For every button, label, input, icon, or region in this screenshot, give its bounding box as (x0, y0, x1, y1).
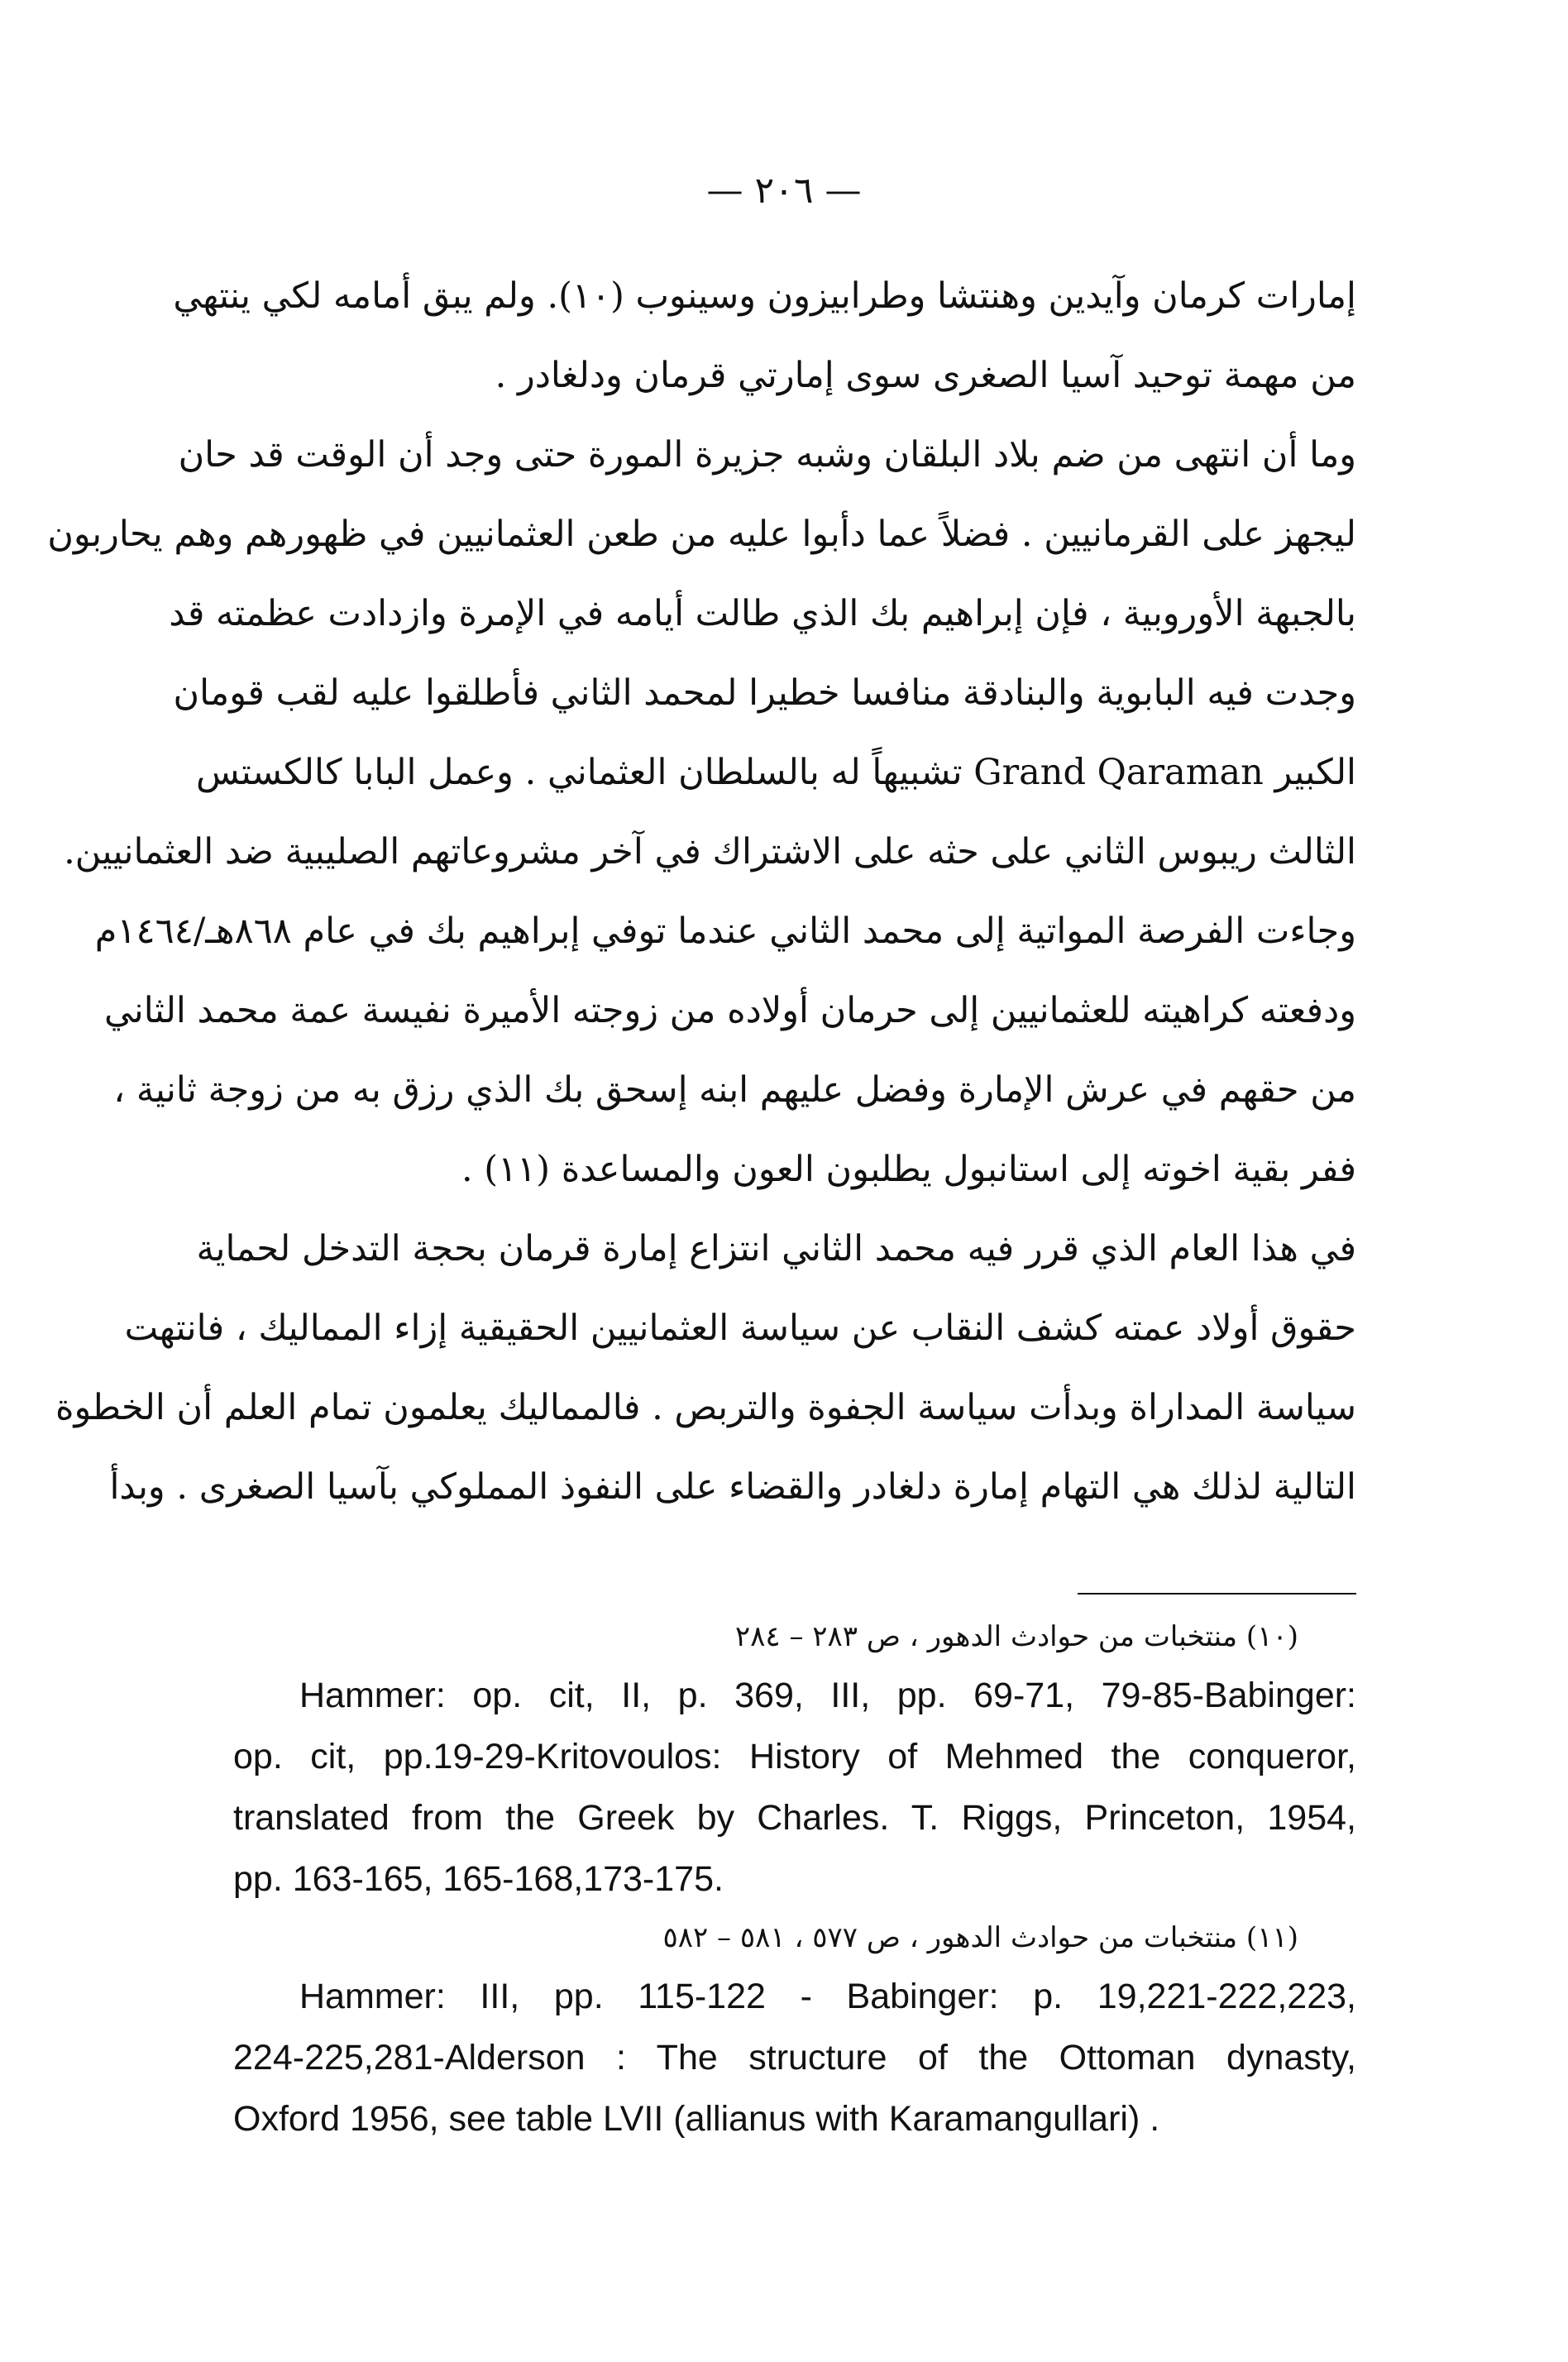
text-line: بالجبهة الأوروبية ، فإن إبراهيم بك الذي طالت أيامه في الإمرة وازدادت عظمته قد (169, 593, 1356, 634)
text-line: إمارات كرمان وآيدين وهنتشا وطرابيزون وسينوب (١٠). ولم يبق أمامه لكي ينتهي (173, 275, 1356, 317)
text-line: ليجهز على القرمانيين . فضلاً عما دأبوا عليه من طعن العثمانيين في ظهورهم وهم يحاربون (47, 514, 1356, 555)
footnote-arabic-citation: (١٠) منتخبات من حوادث الدهور ، ص ٢٨٣ – ٢٨٤ (734, 1620, 1298, 1653)
footnote-line: translated from the Greek by Charles. T. Riggs, Princeton, 1954, (233, 1798, 1356, 1838)
page-number: — ٢٠٦ — (706, 170, 862, 212)
footnote-line: Hammer: op. cit, II, p. 369, III, pp. 69-71, 79-85-Babinger: (299, 1676, 1356, 1715)
footnote-11 (233, 1910, 1356, 2149)
footnote-arabic-citation: (١١) منتخبات من حوادث الدهور ، ص ٥٧٧ ، ٥٨١ – ٥٨٢ (662, 1921, 1298, 1954)
text-line: وجدت فيه البابوية والبنادقة منافسا خطيرا لمحمد الثاني فأطلقوا عليه لقب قومان (173, 672, 1356, 714)
footnotes (233, 1609, 1356, 2149)
text-line: ودفعته كراهيته للعثمانيين إلى حرمان أولاده من زوجته الأميرة نفيسة عمة محمد الثاني (103, 990, 1356, 1031)
footnote-10 (233, 1609, 1356, 1910)
footnote-divider (1078, 1593, 1356, 1595)
text-line: الثالث ريبوس الثاني على حثه على الاشتراك في آخر مشروعاتهم الصليبية ضد العثمانيين. (64, 831, 1356, 873)
text-line: حقوق أولاد عمته كشف النقاب عن سياسة العثمانيين الحقيقية إزاء المماليك ، فانتهت (124, 1308, 1356, 1349)
footnote-line: Hammer: III, pp. 115-122 - Babinger: p. 19,221-222,223, (299, 1977, 1356, 2016)
footnote-line: pp. 163-165, 165-168,173-175. (233, 1859, 724, 1899)
footnote-english-citation (233, 1665, 1356, 1910)
main-text (47, 256, 1356, 1527)
text-line: وجاءت الفرصة المواتية إلى محمد الثاني عندما توفي إبراهيم بك في عام ٨٦٨هـ/١٤٦٤م (94, 911, 1356, 952)
text-line: من حقهم في عرش الإمارة وفضل عليهم ابنه إسحق بك الذي رزق به من زوجة ثانية ، (113, 1069, 1356, 1111)
footnote-english-citation (233, 1966, 1356, 2149)
text-line: ففر بقية اخوته إلى استانبول يطلبون العون والمساعدة (١١) . (461, 1149, 1356, 1190)
text-line: في هذا العام الذي قرر فيه محمد الثاني انتزاع إمارة قرمان بحجة التدخل لحماية (196, 1228, 1356, 1269)
footnote-line: op. cit, pp.19-29-Kritovoulos: History of Mehmed the conqueror, (233, 1737, 1356, 1776)
text-line: التالية لذلك هي التهام إمارة دلغادر والقضاء على النفوذ المملوكي بآسيا الصغرى . وبدأ (109, 1466, 1356, 1508)
text-line: سياسة المداراة وبدأت سياسة الجفوة والتربص . فالمماليك يعلمون تمام العلم أن الخطوة (55, 1387, 1356, 1428)
text-line: الكبير Grand Qaraman تشبيهاً له بالسلطان العثماني . وعمل البابا كالكستس (195, 752, 1356, 793)
footnote-line: 224-225,281-Alderson : The structure of the Ottoman dynasty, (233, 2038, 1356, 2078)
footnote-line: Oxford 1956, see table LVII (allianus with Karamangullari) . (233, 2099, 1160, 2139)
text-line: من مهمة توحيد آسيا الصغرى سوى إمارتي قرمان ودلغادر . (495, 355, 1356, 396)
text-line: وما أن انتهى من ضم بلاد البلقان وشبه جزيرة المورة حتى وجد أن الوقت قد حان (178, 434, 1356, 476)
